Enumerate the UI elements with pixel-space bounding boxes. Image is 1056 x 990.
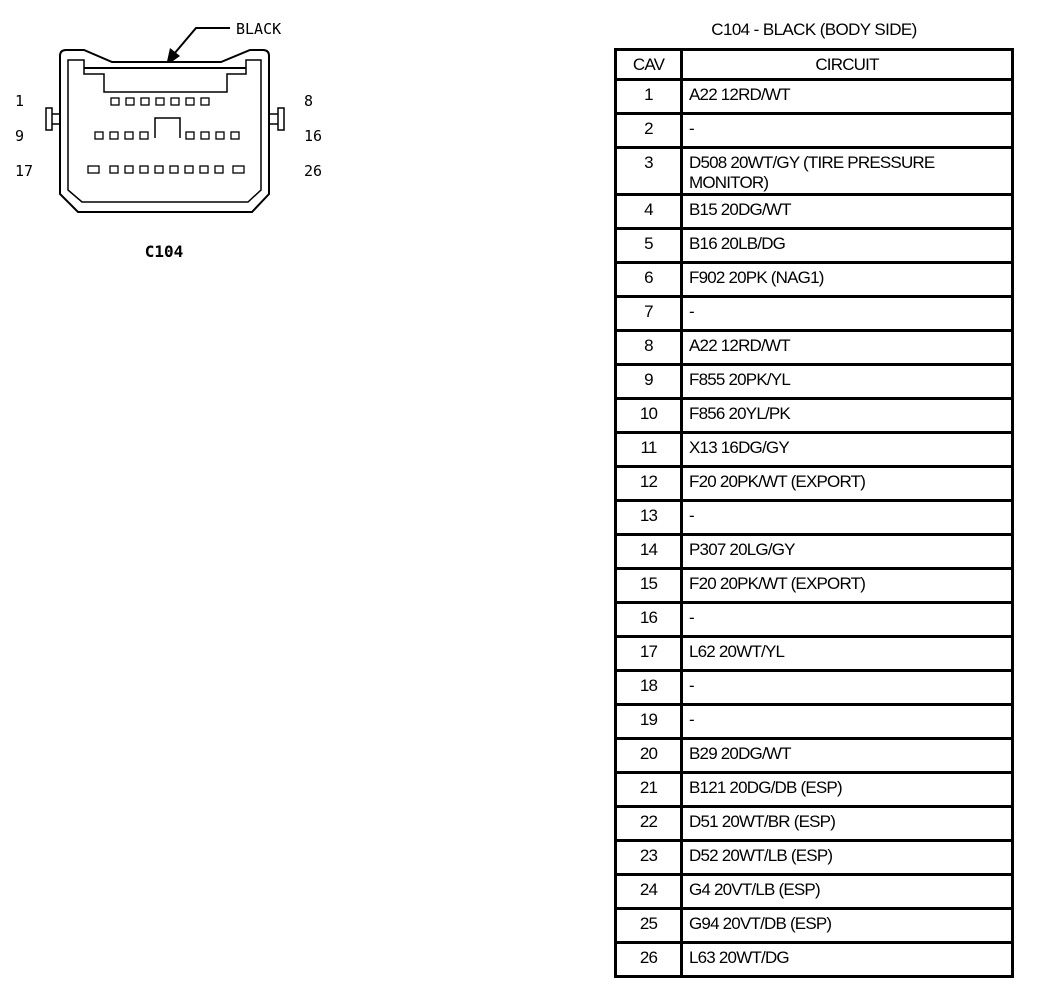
cav-cell: 8 [616, 331, 682, 365]
pin-label-16: 16 [304, 127, 323, 145]
circuit-cell: - [682, 114, 1013, 148]
table-row [616, 80, 1013, 114]
table-row [616, 535, 1013, 569]
circuit-cell: G94 20VT/DB (ESP) [682, 909, 1013, 943]
cav-cell: 20 [616, 739, 682, 773]
table-row [616, 807, 1013, 841]
cav-cell: 6 [616, 263, 682, 297]
table-row [616, 739, 1013, 773]
table-row [616, 331, 1013, 365]
cav-cell: 5 [616, 229, 682, 263]
circuit-cell: F20 20PK/WT (EXPORT) [682, 467, 1013, 501]
table-row [616, 399, 1013, 433]
table-title: C104 - BLACK (BODY SIDE) [711, 20, 917, 39]
cav-cell: 10 [616, 399, 682, 433]
table-header-row [616, 50, 1013, 80]
callout-leader [174, 28, 230, 54]
cav-cell: 25 [616, 909, 682, 943]
circuit-cell: - [682, 705, 1013, 739]
circuit-cell: F856 20YL/PK [682, 399, 1013, 433]
circuit-cell: G4 20VT/LB (ESP) [682, 875, 1013, 909]
pin-label-8: 8 [304, 92, 314, 110]
table-row [616, 229, 1013, 263]
circuit-cell: - [682, 671, 1013, 705]
pinout-body [616, 80, 1013, 977]
circuit-cell: F855 20PK/YL [682, 365, 1013, 399]
cav-cell: 11 [616, 433, 682, 467]
circuit-cell: X13 16DG/GY [682, 433, 1013, 467]
cav-cell: 12 [616, 467, 682, 501]
circuit-cell: A22 12RD/WT [682, 80, 1013, 114]
cav-cell: 7 [616, 297, 682, 331]
table-row [616, 671, 1013, 705]
cav-cell: 15 [616, 569, 682, 603]
cav-cell: 24 [616, 875, 682, 909]
circuit-cell: B121 20DG/DB (ESP) [682, 773, 1013, 807]
cav-cell: 22 [616, 807, 682, 841]
table-row [616, 603, 1013, 637]
connector-name: C104 [144, 242, 184, 261]
table-row [616, 114, 1013, 148]
cav-cell: 9 [616, 365, 682, 399]
table-row [616, 909, 1013, 943]
table-row [616, 875, 1013, 909]
right-latch [278, 108, 284, 130]
cav-cell: 16 [616, 603, 682, 637]
circuit-cell: F20 20PK/WT (EXPORT) [682, 569, 1013, 603]
pin-label-9: 9 [15, 127, 25, 145]
header-circuit: CIRCUIT [682, 50, 1013, 80]
pin-label-17: 17 [15, 162, 34, 180]
circuit-cell: - [682, 603, 1013, 637]
circuit-cell: B15 20DG/WT [682, 195, 1013, 229]
cav-cell: 17 [616, 637, 682, 671]
circuit-cell: F902 20PK (NAG1) [682, 263, 1013, 297]
cav-cell: 14 [616, 535, 682, 569]
circuit-cell: L63 20WT/DG [682, 943, 1013, 977]
table-row [616, 569, 1013, 603]
cav-cell: 18 [616, 671, 682, 705]
circuit-cell: - [682, 297, 1013, 331]
left-latch [46, 108, 52, 130]
cav-cell: 3 [616, 148, 682, 195]
table-row [616, 365, 1013, 399]
cav-cell: 26 [616, 943, 682, 977]
circuit-cell: D508 20WT/GY (TIRE PRESSURE MONITOR) [682, 148, 1013, 195]
cav-cell: 2 [616, 114, 682, 148]
cav-cell: 1 [616, 80, 682, 114]
cav-cell: 13 [616, 501, 682, 535]
table-row [616, 433, 1013, 467]
table-row [616, 195, 1013, 229]
circuit-cell: B29 20DG/WT [682, 739, 1013, 773]
table-row [616, 841, 1013, 875]
table-row [616, 467, 1013, 501]
circuit-cell: D51 20WT/BR (ESP) [682, 807, 1013, 841]
table-row [616, 297, 1013, 331]
circuit-cell: P307 20LG/GY [682, 535, 1013, 569]
table-row [616, 148, 1013, 195]
callout-label: BLACK [236, 20, 282, 38]
connector-diagram [0, 0, 340, 270]
circuit-cell: L62 20WT/YL [682, 637, 1013, 671]
circuit-cell: B16 20LB/DG [682, 229, 1013, 263]
cav-cell: 4 [616, 195, 682, 229]
pinout-table [614, 48, 1014, 978]
table-row [616, 263, 1013, 297]
table-row [616, 943, 1013, 977]
table-row [616, 705, 1013, 739]
cavity-row-1 [111, 98, 209, 105]
circuit-cell: A22 12RD/WT [682, 331, 1013, 365]
table-row [616, 637, 1013, 671]
pin-label-1: 1 [15, 92, 25, 110]
cav-cell: 21 [616, 773, 682, 807]
header-cav: CAV [616, 50, 682, 80]
circuit-cell: D52 20WT/LB (ESP) [682, 841, 1013, 875]
table-row [616, 773, 1013, 807]
cav-cell: 19 [616, 705, 682, 739]
cav-cell: 23 [616, 841, 682, 875]
circuit-cell: - [682, 501, 1013, 535]
pin-label-26: 26 [304, 162, 323, 180]
table-row [616, 501, 1013, 535]
